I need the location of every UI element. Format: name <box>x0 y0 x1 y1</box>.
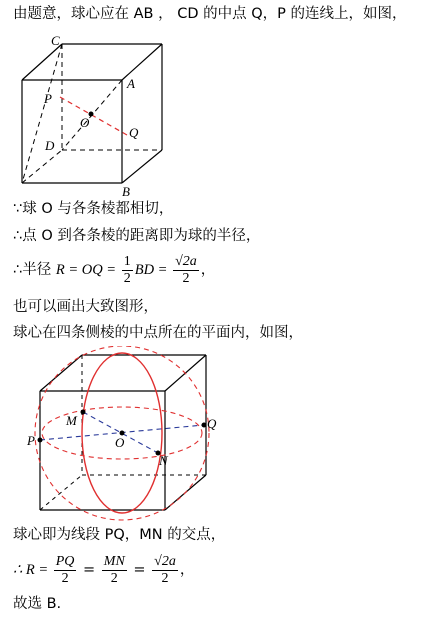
label-P2: P <box>27 433 35 448</box>
label-A: A <box>127 76 135 91</box>
fraction-pq <box>54 554 77 587</box>
fraction-sqrt2a-2 <box>152 554 178 587</box>
label-D: D <box>45 138 55 153</box>
text-line-7: 球心即为线段 PQ，MN 的交点， <box>13 527 226 543</box>
fraction-sqrt2a <box>173 254 199 287</box>
line4-prefix: ∴半径 <box>13 262 56 278</box>
frac-den: 2 <box>61 570 69 586</box>
text-line-5: 也可以画出大致图形， <box>13 299 158 315</box>
figure-cube-2 <box>0 346 448 522</box>
frac-den: 2 <box>182 270 190 286</box>
fraction-mn <box>102 554 127 587</box>
label-Q: Q <box>129 125 139 140</box>
frac-den: 2 <box>123 270 131 286</box>
line8-eq2: = <box>128 562 151 578</box>
frac-num: PQ <box>55 553 75 569</box>
figure-cube-1 <box>0 28 448 198</box>
label-N: N <box>159 453 168 468</box>
frac-num: √2a <box>154 553 176 569</box>
label-P: P <box>44 91 52 106</box>
text-line-9: 故选 B. <box>13 596 62 612</box>
frac-den: 2 <box>161 570 169 586</box>
line8-suffix: ， <box>179 562 195 578</box>
label-M: M <box>66 413 77 428</box>
text-line-1: 由题意，球心应在 AB ， CD 的中点 Q，P 的连线上，如图， <box>13 6 407 22</box>
label-O2: O <box>115 435 125 450</box>
text-line-6: 球心在四条侧棱的中点所在的平面内，如图， <box>13 325 303 341</box>
frac-num: 1 <box>123 253 131 269</box>
line4-suffix: ， <box>200 262 216 278</box>
label-C: C <box>51 33 60 48</box>
text-line-4 <box>13 252 215 288</box>
frac-den: 2 <box>110 570 118 586</box>
label-B: B <box>122 184 130 198</box>
line8-eq1: = <box>78 562 100 578</box>
line4-eq: R = OQ = <box>55 262 120 278</box>
text-line-2: ∵球 O 与各条棱都相切， <box>13 201 174 217</box>
frac-num: √2a <box>175 253 197 269</box>
text-line-8 <box>13 552 194 588</box>
fraction-half <box>122 254 133 287</box>
line4-mid: BD = <box>134 262 172 278</box>
line8-prefix: ∴ R = <box>13 562 52 578</box>
frac-num: MN <box>103 553 125 569</box>
label-O: O <box>80 115 90 130</box>
label-Q2: Q <box>207 416 217 431</box>
text-line-3: ∴点 O 到各条棱的距离即为球的半径， <box>13 228 261 244</box>
